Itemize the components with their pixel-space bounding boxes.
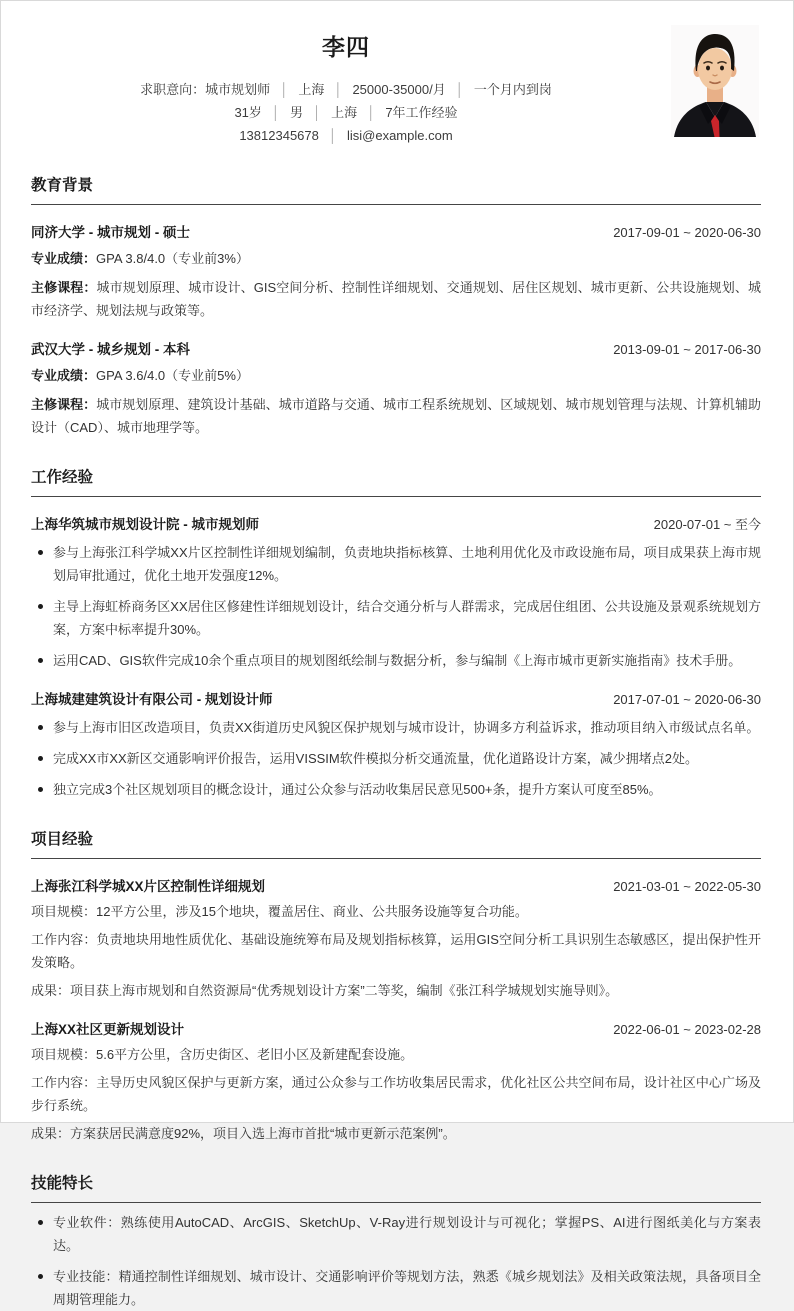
separator-bar: │	[334, 82, 343, 97]
project-entry	[31, 1018, 761, 1145]
project-result-line	[31, 1122, 761, 1145]
gpa-label: 专业成绩：	[31, 368, 97, 383]
courses-value: 城市规划原理、城市设计、GIS空间分析、控制性详细规划、交通规划、居住区规划、城市更新、公共设施规划、城市经济学、规划法规与政策等。	[31, 280, 761, 318]
project-scale-line	[31, 1043, 761, 1066]
work-dates: 2020-07-01 ~ 至今	[653, 517, 761, 532]
courses-label: 主修课程：	[31, 397, 97, 412]
separator-bar: │	[367, 105, 376, 120]
work-entry-head	[31, 513, 761, 533]
section-skills	[31, 1171, 761, 1311]
project-entry-head	[31, 875, 761, 895]
courses-line	[31, 393, 761, 439]
courses-value: 城市规划原理、建筑设计基础、城市道路与交通、城市工程系统规划、区域规划、城市规划管理与法规、计算机辅助设计（CAD）、城市地理学等。	[31, 397, 761, 435]
section-title-skills: 技能特长	[31, 1171, 761, 1203]
project-dates: 2022-06-01 ~ 2023-02-28	[613, 1022, 761, 1037]
education-entry	[31, 338, 761, 439]
project-scale-line	[31, 900, 761, 923]
work-entry-head	[31, 688, 761, 708]
skills-bullet-list	[31, 1211, 761, 1311]
project-result-label: 成果：	[31, 983, 71, 998]
education-entry-head	[31, 338, 761, 358]
email-address: lisi@example.com	[346, 128, 453, 143]
courses-line	[31, 276, 761, 322]
work-dates: 2017-07-01 ~ 2020-06-30	[613, 692, 761, 707]
work-bullet-list	[31, 541, 761, 672]
gpa-label: 专业成绩：	[31, 251, 97, 266]
project-result-line	[31, 979, 761, 1002]
project-work-line	[31, 1071, 761, 1117]
skill-text: 熟练使用AutoCAD、ArcGIS、SketchUp、V-Ray进行规划设计与可视化；掌握PS、AI进行图纸美化与方案表达。	[53, 1215, 761, 1253]
education-dates: 2017-09-01 ~ 2020-06-30	[613, 225, 761, 240]
project-result-label: 成果：	[31, 1126, 71, 1141]
skill-label: 专业软件：	[53, 1215, 121, 1230]
work-bullet: 完成XX市XX新区交通影响评价报告，运用VISSIM软件模拟分析交通流量，优化道路设计方案，减少拥堵点2处。	[31, 747, 761, 770]
location: 上海	[331, 105, 358, 120]
company-role: 上海华筑城市规划设计院 - 城市规划师	[31, 517, 259, 532]
phone-number: 13812345678	[239, 128, 319, 143]
education-entry-head	[31, 221, 761, 241]
job-city: 上海	[298, 82, 325, 97]
project-result-value: 方案获居民满意度92%，项目入选上海市首批“城市更新示范案例”。	[70, 1126, 456, 1141]
gpa-line	[31, 364, 761, 387]
gpa-value: GPA 3.6/4.0（专业前5%）	[96, 368, 249, 383]
project-entry	[31, 875, 761, 1002]
header-text-block	[31, 25, 661, 147]
work-bullet: 参与上海张江科学城XX片区控制性详细规划编制，负责地块指标核算、土地利用优化及市政设施布局，项目成果获上海市规划局审批通过，优化土地开发强度12%。	[31, 541, 761, 587]
skill-bullet	[31, 1211, 761, 1257]
work-entry	[31, 688, 761, 801]
section-title-work: 工作经验	[31, 465, 761, 497]
job-intent-label: 求职意向：	[140, 82, 206, 97]
portrait-man-suit-icon	[671, 25, 759, 137]
project-entry-head	[31, 1018, 761, 1038]
project-scale-value: 12平方公里，涉及15个地块，覆盖居住、商业、公共服务设施等复合功能。	[96, 904, 528, 919]
project-scale-label: 项目规模：	[31, 1047, 97, 1062]
years-experience: 7年工作经验	[385, 105, 458, 120]
project-work-value: 主导历史风貌区保护与更新方案，通过公众参与工作坊收集居民需求，优化社区公共空间布局，设计社区中心广场及步行系统。	[31, 1075, 761, 1113]
contact-line	[31, 124, 661, 147]
job-intent-line	[31, 78, 661, 101]
school-degree: 同济大学 - 城市规划 - 硕士	[31, 225, 190, 240]
project-scale-label: 项目规模：	[31, 904, 97, 919]
project-work-line	[31, 928, 761, 974]
section-title-education: 教育背景	[31, 173, 761, 205]
project-result-value: 项目获上海市规划和自然资源局“优秀规划设计方案”二等奖，编制《张江科学城规划实施导则》。	[70, 983, 619, 998]
courses-label: 主修课程：	[31, 280, 97, 295]
company-role: 上海城建建筑设计有限公司 - 规划设计师	[31, 692, 273, 707]
project-work-value: 负责地块用地性质优化、基础设施统筹布局及规划指标核算，运用GIS空间分析工具识别生态敏感区，提出保护性开发策略。	[31, 932, 761, 970]
candidate-name: 李四	[322, 34, 370, 60]
separator-bar: │	[271, 105, 281, 120]
profile-photo	[671, 25, 759, 137]
school-degree: 武汉大学 - 城乡规划 - 本科	[31, 342, 190, 357]
gpa-line	[31, 247, 761, 270]
project-name: 上海张江科学城XX片区控制性详细规划	[31, 879, 266, 894]
basic-info-line	[31, 101, 661, 124]
work-bullet: 独立完成3个社区规划项目的概念设计，通过公众参与活动收集居民意见500+条，提升方案认可度至85%。	[31, 778, 761, 801]
gender: 男	[290, 105, 304, 120]
skill-label: 专业技能：	[53, 1269, 119, 1284]
project-work-label: 工作内容：	[31, 932, 97, 947]
section-projects	[31, 827, 761, 1145]
resume-header	[31, 25, 761, 147]
project-name: 上海XX社区更新规划设计	[31, 1022, 185, 1037]
skill-bullet	[31, 1265, 761, 1311]
work-bullet-list	[31, 716, 761, 801]
project-dates: 2021-03-01 ~ 2022-05-30	[613, 879, 761, 894]
work-entry	[31, 513, 761, 672]
project-scale-value: 5.6平方公里，含历史街区、老旧小区及新建配套设施。	[96, 1047, 414, 1062]
education-dates: 2013-09-01 ~ 2017-06-30	[613, 342, 761, 357]
age: 31岁	[234, 105, 262, 120]
project-work-label: 工作内容：	[31, 1075, 97, 1090]
gpa-value: GPA 3.8/4.0（专业前3%）	[96, 251, 249, 266]
education-entry	[31, 221, 761, 322]
work-bullet: 参与上海市旧区改造项目，负责XX街道历史风貌区保护规划与城市设计，协调多方利益诉求，推动项目纳入市级试点名单。	[31, 716, 761, 739]
separator-bar: │	[328, 128, 337, 143]
section-title-projects: 项目经验	[31, 827, 761, 859]
availability: 一个月内到岗	[473, 82, 552, 97]
job-title: 城市规划师	[205, 82, 271, 97]
separator-bar: │	[455, 82, 464, 97]
work-bullet: 运用CAD、GIS软件完成10余个重点项目的规划图纸绘制与数据分析，参与编制《上海市城市更新实施指南》技术手册。	[31, 649, 761, 672]
salary-expectation: 25000-35000/月	[352, 82, 446, 97]
separator-bar: │	[313, 105, 322, 120]
separator-bar: │	[280, 82, 289, 97]
work-bullet: 主导上海虹桥商务区XX居住区修建性详细规划设计，结合交通分析与人群需求，完成居住组团、公共设施及景观系统规划方案，方案中标率提升30%。	[31, 595, 761, 641]
section-education	[31, 173, 761, 439]
section-work	[31, 465, 761, 801]
skill-text: 精通控制性详细规划、城市设计、交通影响评价等规划方法，熟悉《城乡规划法》及相关政策法规，具备项目全周期管理能力。	[53, 1269, 761, 1307]
